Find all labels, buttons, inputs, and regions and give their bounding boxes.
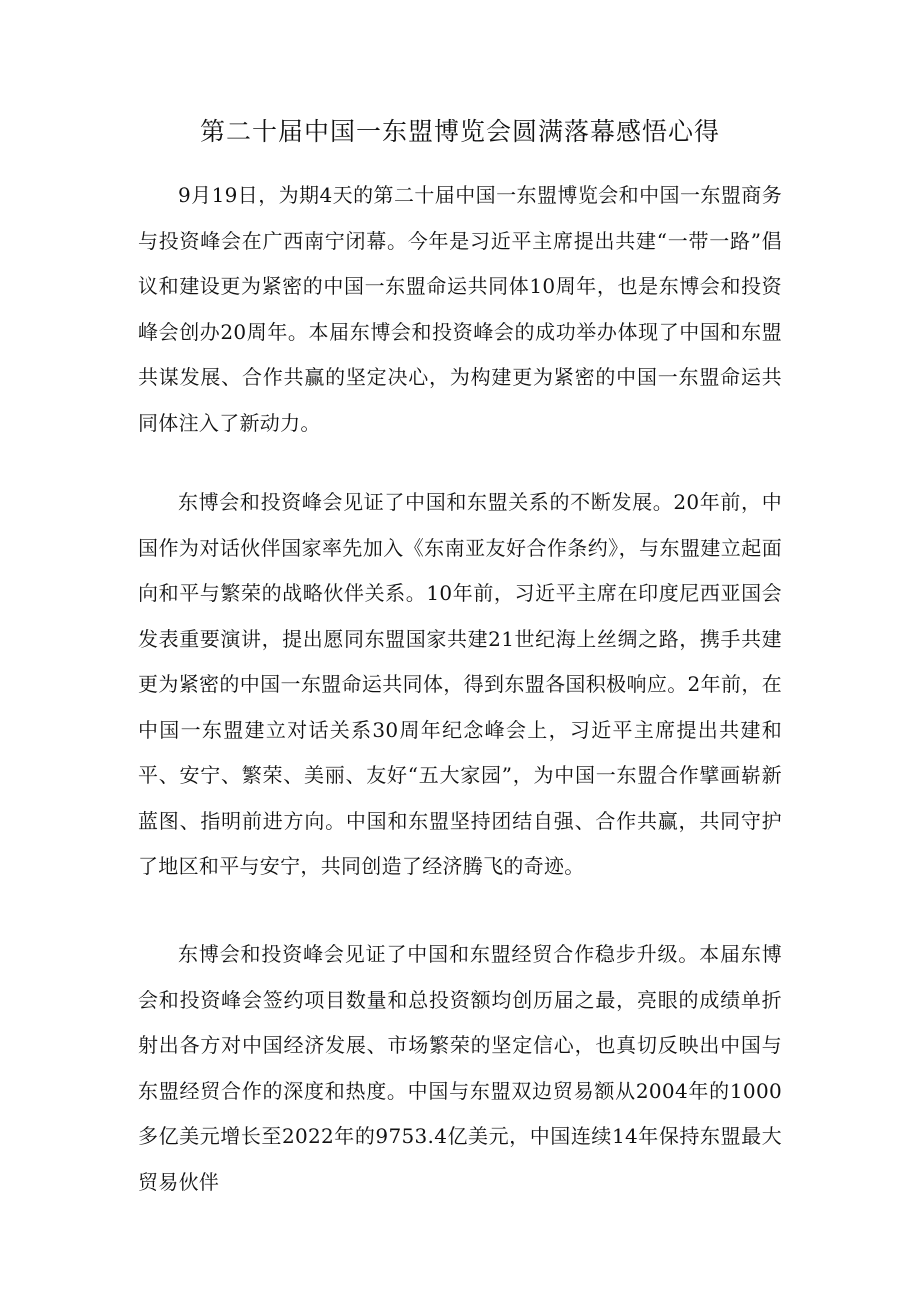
paragraph-3: 东博会和投资峰会见证了中国和东盟经贸合作稳步升级。本届东博会和投资峰会签约项目数量和总投资额均创历届之最，亮眼的成绩单折射出各方对中国经济发展、市场繁荣的坚定信心，也真切反映出中国与东盟经贸合作的深度和热度。中国与东盟双边贸易额从2004年的1000多亿美元增长至2022年的9753.4亿美元，中国连续14年保持东盟最大贸易伙伴 bbox=[138, 942, 782, 1194]
paragraph-2: 东博会和投资峰会见证了中国和东盟关系的不断发展。20年前，中国作为对话伙伴国家率先加入《东南亚友好合作条约》，与东盟建立起面向和平与繁荣的战略伙伴关系。10年前，习近平主席在印度尼西亚国会发表重要演讲，提出愿同东盟国家共建21世纪海上丝绸之路，携手共建更为紧密的中国一东盟命运共同体，得到东盟各国积极响应。2年前，在中国一东盟建立对话关系30周年纪念峰会上，习近平主席提出共建和平、安宁、繁荣、美丽、友好“五大家园”，为中国一东盟合作擘画崭新蓝图、指明前进方向。中国和东盟坚持团结自强、合作共赢，共同守护了地区和平与安宁，共同创造了经济腾飞的奇迹。 bbox=[138, 490, 782, 878]
paragraph-1: 9月19日，为期4天的第二十届中国一东盟博览会和中国一东盟商务与投资峰会在广西南宁闭幕。今年是习近平主席提出共建“一带一路”倡议和建设更为紧密的中国一东盟命运共同体10周年，也是东博会和投资峰会创办20周年。本届东博会和投资峰会的成功举办体现了中国和东盟共谋发展、合作共赢的坚定决心，为构建更为紧密的中国一东盟命运共同体注入了新动力。 bbox=[138, 183, 782, 435]
document-title: 第二十届中国一东盟博览会圆满落幕感悟心得 bbox=[199, 117, 720, 146]
